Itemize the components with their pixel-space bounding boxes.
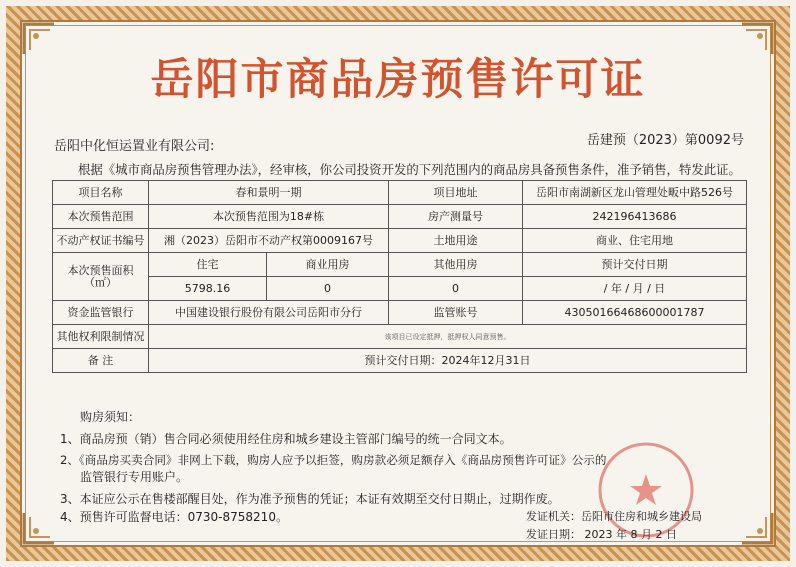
bank-label: 资金监管银行 <box>53 301 149 325</box>
restriction-label: 其他权利限制情况 <box>53 325 149 349</box>
table-row <box>53 349 747 373</box>
corner-ornament-icon <box>22 511 56 545</box>
account-number: 43050166468600001787 <box>523 301 747 325</box>
notice-item: 监管银行专用账户。 <box>80 470 189 484</box>
remarks-label: 备 注 <box>53 349 149 373</box>
issuing-authority: 发证机关：岳阳市住房和城乡建设局 <box>526 510 702 523</box>
project-name-label: 项目名称 <box>53 181 149 205</box>
issue-date: 发证日期： 2023 年 8 月 2 日 <box>526 528 677 541</box>
notice-item: 1、商品房预（销）售合同必须使用经住房和城乡建设主管部门编号的统一合同文本。 <box>60 432 512 446</box>
survey-number: 242196413686 <box>523 205 747 229</box>
company-name: 岳阳中化恒运置业有限公司: <box>54 139 215 154</box>
table-row <box>53 253 747 277</box>
project-name: 春和景明一期 <box>149 181 389 205</box>
remarks: 预计交付日期：2024年12月31日 <box>149 349 747 373</box>
cert-label: 不动产权证书编号 <box>53 229 149 253</box>
table-row <box>53 301 747 325</box>
table-row <box>53 325 747 349</box>
delivery-label: 预计交付日期 <box>523 253 747 277</box>
other-area: 0 <box>389 277 523 301</box>
scope-label: 本次预售范围 <box>53 205 149 229</box>
land-use-label: 土地用途 <box>389 229 523 253</box>
corner-ornament-icon <box>740 511 774 545</box>
notice-item: 3、本证应公示在售楼部醒目处，作为准予预售的凭证；本证有效期至交付日期止，过期作废。 <box>60 492 560 506</box>
cert-number: 湘（2023）岳阳市不动产权第0009167号 <box>149 229 389 253</box>
intro-text: 根据《城市商品房预售管理办法》，经审核，你公司投资开发的下列范围内的商品房具备预售条件，准予销售，特发此证。 <box>78 162 741 177</box>
survey-label: 房产测量号 <box>389 205 523 229</box>
commercial-label: 商业用房 <box>267 253 389 277</box>
delivery-date: / 年 / 月 / 日 <box>523 277 747 301</box>
land-use: 商业、住宅用地 <box>523 229 747 253</box>
residential-label: 住宅 <box>149 253 267 277</box>
residential-area: 5798.16 <box>149 277 267 301</box>
commercial-area: 0 <box>267 277 389 301</box>
table-row <box>53 229 747 253</box>
project-address: 岳阳市南湖新区龙山管理处畈中路526号 <box>523 181 747 205</box>
area-label: 本次预售面积（㎡） <box>53 253 149 301</box>
permit-number: 岳建预（2023）第0092号 <box>586 133 744 148</box>
permit-table <box>52 180 747 373</box>
table-row <box>53 277 747 301</box>
notice-item: 4、预售许可监督电话：0730-8758210。 <box>60 510 288 524</box>
notice-item: 2、《商品房买卖合同》非网上下载，购房人应予以拒签，购房款必须足额存入《商品房预售许可证》公示的 <box>60 453 607 467</box>
notice-heading: 购房须知： <box>80 410 141 424</box>
table-row <box>53 181 747 205</box>
bank: 中国建设银行股份有限公司岳阳市分行 <box>149 301 389 325</box>
restriction-text: 该项目已设定抵押，抵押权人同意预售。 <box>149 325 747 349</box>
official-seal-icon <box>596 440 696 540</box>
scope: 本次预售范围为18#栋 <box>149 205 389 229</box>
account-label: 监管账号 <box>389 301 523 325</box>
other-label: 其他用房 <box>389 253 523 277</box>
project-address-label: 项目地址 <box>389 181 523 205</box>
table-row <box>53 205 747 229</box>
certificate-title: 岳阳市商品房预售许可证 <box>150 55 646 105</box>
